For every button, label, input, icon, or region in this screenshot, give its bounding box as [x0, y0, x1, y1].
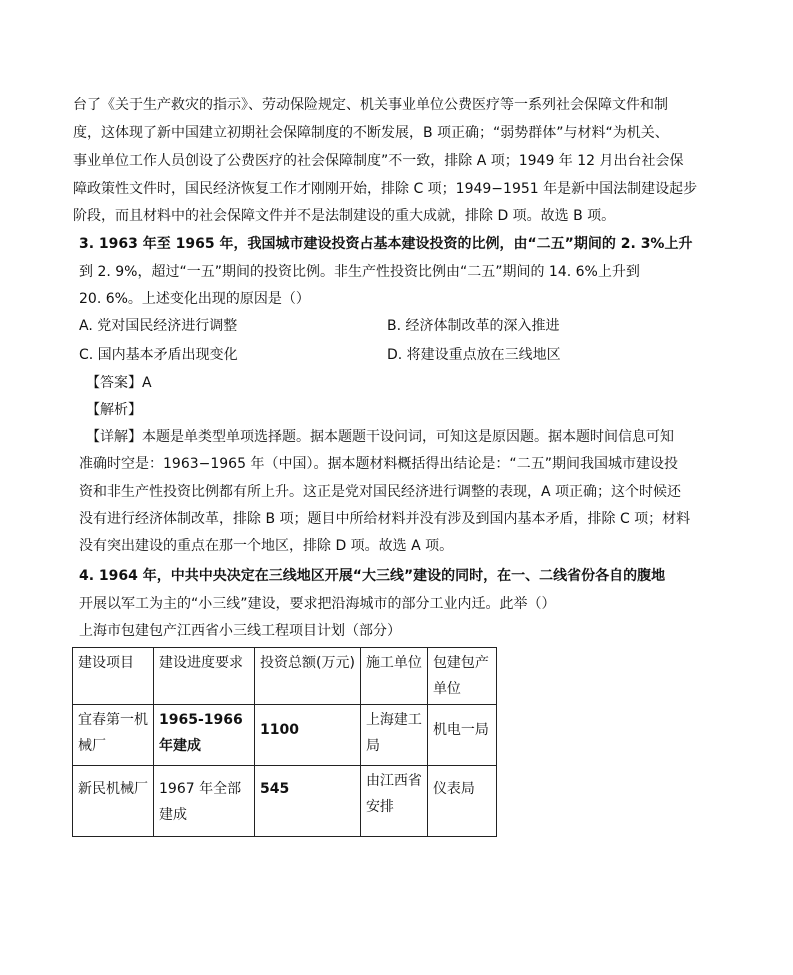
table-cell: 新民机械厂 [73, 766, 154, 837]
q3-detail-line: 准确时空是：1963−1965 年（中国）。据本题材料概括得出结论是：“二五”期间我国城市建设投 [79, 456, 678, 472]
prev-explanation-line: 度，这体现了新中国建立初期社会保障制度的不断发展，B 项正确；“弱势群体”与材料“为机关、 [73, 125, 669, 141]
table-cell: 1100 [255, 705, 361, 766]
table-header-cell: 建设进度要求 [154, 648, 255, 705]
q3-stem-line: 到 2. 9%，超过“一五”期间的投资比例。非生产性投资比例由“二五”期间的 14. 6%上升到 [79, 264, 640, 280]
q3-option-d: D. 将建设重点放在三线地区 [387, 347, 561, 363]
prev-explanation-line: 台了《关于生产救灾的指示》、劳动保险规定、机关事业单位公费医疗等一系列社会保障文件和制 [73, 97, 668, 113]
q3-detail-line: 【详解】本题是单类型单项选择题。据本题题干设问词，可知这是原因题。据本题时间信息可知 [86, 429, 674, 445]
table-cell: 1967 年全部建成 [154, 766, 255, 837]
q4-stem-line: 开展以军工为主的“小三线”建设，要求把沿海城市的部分工业内迁。此举（） [79, 596, 556, 612]
q3-detail-line: 没有进行经济体制改革，排除 B 项；题目中所给材料并没有涉及到国内基本矛盾，排除 C 项；材料 [79, 511, 691, 527]
q3-option-c: C. 国内基本矛盾出现变化 [79, 347, 238, 363]
table-header-cell: 建设项目 [73, 648, 154, 705]
q3-detail-line: 资和非生产性投资比例都有所上升。这正是党对国民经济进行调整的表现，A 项正确；这个时候还 [79, 484, 682, 500]
q3-detail-line: 没有突出建设的重点在那一个地区，排除 D 项。故选 A 项。 [79, 538, 454, 554]
table-header-cell: 投资总额(万元) [255, 648, 361, 705]
table-row [73, 766, 497, 837]
table-cell: 宜春第一机械厂 [73, 705, 154, 766]
table-cell: 1965-1966 年建成 [154, 705, 255, 766]
table-cell: 机电一局 [427, 705, 496, 766]
q3-option-a: A. 党对国民经济进行调整 [79, 318, 238, 334]
project-table [72, 647, 497, 837]
q3-stem-line: 20. 6%。上述变化出现的原因是（） [79, 291, 310, 307]
table-cell: 上海建工局 [360, 705, 427, 766]
prev-explanation-line: 阶段，而且材料中的社会保障文件并不是法制建设的重大成就，排除 D 项。故选 B 项。 [73, 208, 616, 224]
q4-stem-line: 4. 1964 年，中共中央决定在三线地区开展“大三线”建设的同时，在一、二线省份各自的腹地 [79, 568, 666, 584]
prev-explanation-line: 事业单位工作人员创设了公费医疗的社会保障制度”不一致，排除 A 项；1949 年 12 月出台社会保 [73, 153, 684, 169]
table-cell: 545 [255, 766, 361, 837]
table-row [73, 705, 497, 766]
table-header-row [73, 648, 497, 705]
table-caption: 上海市包建包产江西省小三线工程项目计划（部分） [79, 623, 401, 639]
q3-analysis-heading: 【解析】 [86, 402, 142, 418]
q3-answer: 【答案】A [86, 375, 152, 391]
q3-option-b: B. 经济体制改革的深入推进 [387, 318, 560, 334]
table-header-cell: 施工单位 [360, 648, 427, 705]
q3-stem-line: 3. 1963 年至 1965 年，我国城市建设投资占基本建设投资的比例，由“二五”期间的 2. 3%上升 [79, 236, 693, 252]
table-cell: 由江西省安排 [360, 766, 427, 837]
table-header-cell: 包建包产单位 [427, 648, 496, 705]
prev-explanation-line: 障政策性文件时，国民经济恢复工作才刚刚开始，排除 C 项；1949−1951 年是新中国法制建设起步 [73, 181, 698, 197]
table-cell: 仪表局 [427, 766, 496, 837]
